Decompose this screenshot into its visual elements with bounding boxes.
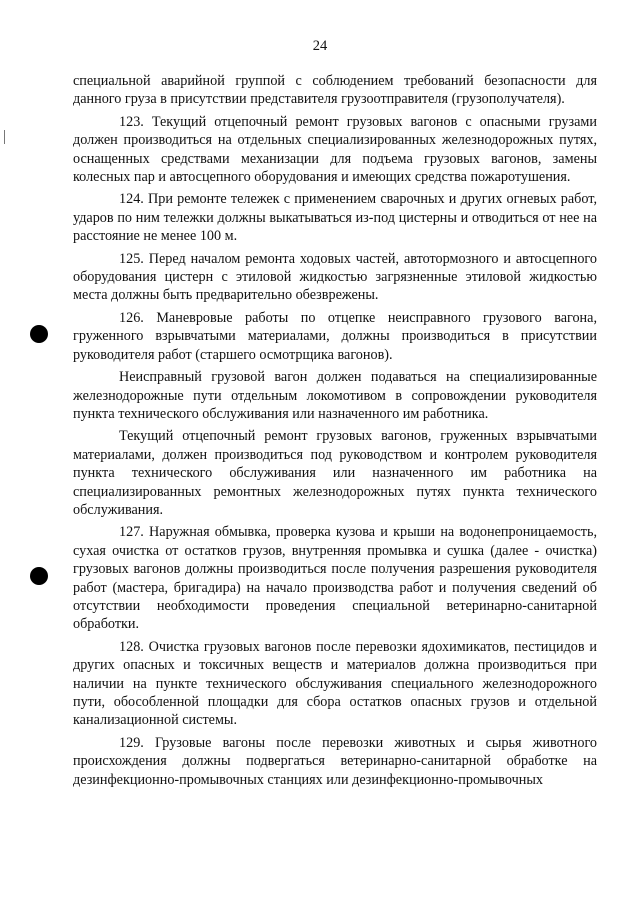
- paragraph-128: 128. Очистка грузовых вагонов после перевозки ядохимикатов, пестицидов и других опасных и токсичных веществ и материалов должна производиться при наличии на пункте технического обслуживания специального железнодорожного пути, обособленной площадки для сбора остатков опасных грузов и отдельной канализационной системы.: [73, 638, 597, 729]
- document-body: [73, 72, 597, 793]
- punch-hole-top: [30, 325, 48, 343]
- paragraph-124: 124. При ремонте тележек с применением сварочных и других огневых работ, ударов по ним тележки должны выкатываться из-под цистерны и отводиться от нее на расстояние не менее 100 м.: [73, 191, 597, 245]
- punch-hole-bottom: [30, 567, 48, 585]
- paragraph-127: 127. Наружная обмывка, проверка кузова и крыши на водонепроницаемость, сухая очистка от остатков грузов, внутренняя промывка и сушка (далее - очистка) грузовых вагонов должны производиться после получения разрешения руководителя работ (мастера, бригадира) на начало производства работ и получения сведений об отсутствии необходимости проведения специальной ветеринарно-санитарной обработки.: [73, 524, 597, 633]
- paragraph-123: 123. Текущий отцепочный ремонт грузовых вагонов с опасными грузами должен производиться на отдельных специализированных железнодорожных путях, оснащенных средствами механизации для подъема грузовых вагонов, замены колесных пар и автосцепного оборудования и имеющих средства пожаротушения.: [73, 113, 597, 186]
- paragraph-125: 125. Перед началом ремонта ходовых частей, автотормозного и автосцепного оборудования цистерн с этиловой жидкостью загрязненные этиловой жидкостью места должны быть предварительно обезврежены.: [73, 250, 597, 304]
- paragraph-126: 126. Маневровые работы по отцепке неисправного грузового вагона, груженного взрывчатыми материалами, должны производиться в присутствии руководителя работ (старшего осмотрщика вагонов).: [73, 309, 597, 363]
- paragraph-129: 129. Грузовые вагоны после перевозки животных и сырья животного происхождения должны подвергаться ветеринарно-санитарной обработке на дезинфекционно-промывочных станциях или дезинфекционно-промывочных: [73, 734, 597, 788]
- page-number: 24: [312, 38, 328, 54]
- paragraph-126-cont-2: Текущий отцепочный ремонт грузовых вагонов, груженных взрывчатыми материалами, должен производиться под руководством и контролем руководителя пункта технического обслуживания или назначенного им работника на специализированных ремонтных железнодорожных путях пункта технического обслуживания.: [73, 428, 597, 518]
- margin-mark: [4, 130, 5, 144]
- paragraph-126-cont-1: Неисправный грузовой вагон должен подаваться на специализированные железнодорожные пути отдельным локомотивом в сопровождении руководителя пункта технического обслуживания или назначенного им работника.: [73, 369, 597, 422]
- paragraph-continuation: специальной аварийной группой с соблюдением требований безопасности для данного груза в присутствии представителя грузоотправителя (грузополучателя).: [73, 73, 597, 108]
